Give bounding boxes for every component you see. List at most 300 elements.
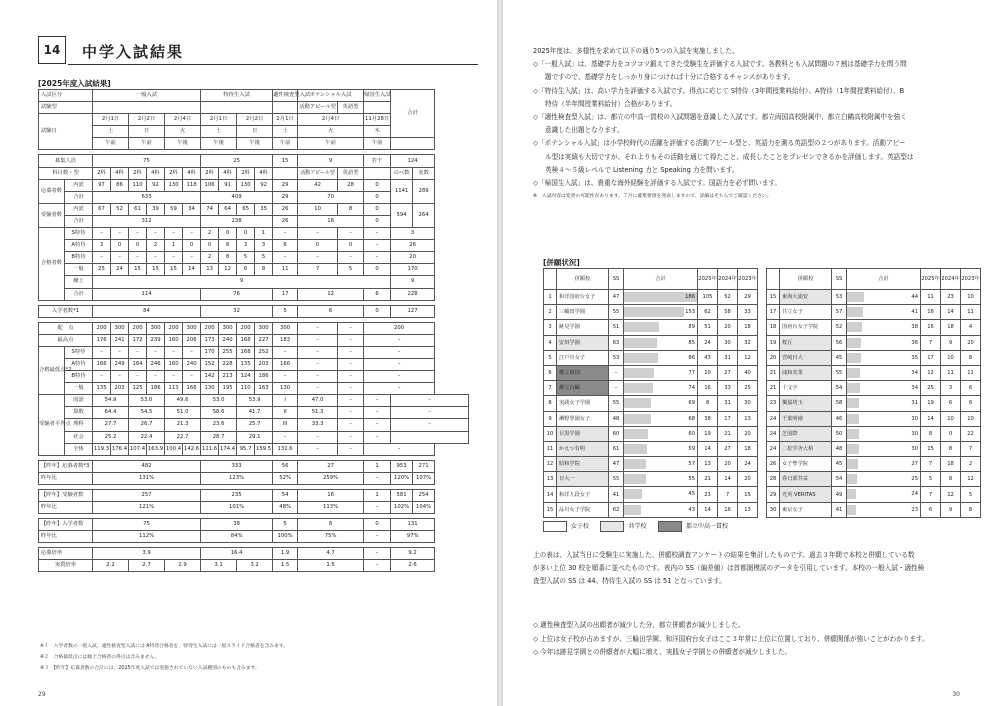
competition-school: 瀬野學園女子 — [557, 411, 609, 426]
competition-bar — [624, 489, 642, 499]
table-cell: 32 — [201, 305, 273, 317]
table-cell: 259% — [298, 472, 364, 484]
competition-total — [847, 365, 921, 380]
competition-y2024: 52 — [718, 290, 738, 305]
table-cell: 15 — [273, 155, 298, 167]
competition-row — [767, 502, 981, 517]
competition-table-left — [543, 268, 758, 518]
competition-ss: 47 — [609, 290, 624, 305]
competition-ss: 61 — [609, 441, 624, 456]
competition-y2025: 13 — [698, 457, 718, 472]
table-cell: – — [298, 334, 338, 346]
pass-up-row — [39, 276, 469, 288]
table-cell: 1 — [165, 240, 183, 252]
competition-rank: 6 — [544, 365, 557, 380]
competition-total-value: 24 — [911, 491, 918, 498]
competition-row — [767, 457, 981, 472]
competition-rank: 30 — [767, 502, 780, 517]
table-cell: 24 — [111, 264, 129, 276]
competition-rank: 11 — [544, 441, 557, 456]
competition-school: 目黒学園 — [557, 426, 609, 441]
table-cell: 【昨年】応募者数*3 — [39, 460, 93, 472]
table-cell: – — [93, 371, 111, 383]
table-cell: – — [338, 407, 364, 419]
competition-rank: 19 — [767, 335, 780, 350]
table-cell: 若干 — [364, 155, 391, 167]
competition-y2025: 8 — [921, 426, 941, 441]
table-cell: 240 — [219, 334, 237, 346]
table-cell: 183 — [273, 334, 298, 346]
table-cell: 受験者数 — [39, 203, 65, 227]
competition-y2025: 105 — [698, 290, 718, 305]
table-cell: – — [183, 252, 201, 264]
competition-bar — [624, 338, 657, 348]
table-cell: 110 — [129, 179, 147, 191]
competition-total-value: 35 — [911, 354, 918, 361]
intro-line: 特待（半年間授業料給付）合格があります。 — [545, 99, 677, 108]
table-cell — [364, 167, 391, 179]
table-cell: 252 — [255, 346, 273, 358]
competition-total — [847, 335, 921, 350]
table-cell: 0 — [364, 203, 391, 215]
table-cell: 応募倍率 — [39, 548, 93, 560]
competition-total-value: 186 — [685, 294, 695, 300]
table-cell: 118 — [183, 179, 201, 191]
table-cell: 203 — [255, 358, 273, 370]
competition-y2024: 9 — [941, 335, 961, 350]
table-cell: 29.1 — [237, 431, 273, 443]
competition-y2024: 8 — [941, 472, 961, 487]
competition-bar — [847, 353, 861, 363]
competition-school: 二松学舎大柏 — [780, 441, 832, 456]
table-cell: 0 — [364, 215, 391, 227]
intro-note: ※ 入試内容は変更の可能性があります。７月に募集要項を発表しますので、詳細はそちらでご確認ください。 — [533, 194, 772, 200]
avg-row — [39, 431, 469, 443]
table-cell: – — [183, 346, 201, 358]
table-cell: 53.0 — [129, 395, 165, 407]
summary-bullet: ◇ 適性検査型入試の出願者が減少した分、都立併願者が減少しました。 — [533, 621, 745, 629]
table-cell: 国語 — [65, 395, 93, 407]
competition-rank: 26 — [767, 457, 780, 472]
competition-bar — [847, 292, 864, 302]
competition-y2024: 14 — [941, 305, 961, 320]
competition-bar — [847, 307, 863, 317]
header-time-row — [39, 138, 469, 150]
competition-header-y2025: 2025年 — [698, 269, 718, 290]
table-cell: 6 — [364, 288, 391, 300]
summary-bullet: ◇ 上位は女子校が占めますが、三輪田学園、和洋国府台女子はここ３年常に上位に位置しており、併願関係が強いことがわかります。 — [533, 634, 929, 643]
competition-school: 宮崎日大 — [780, 350, 832, 365]
table-cell: 応募者数 — [39, 179, 65, 203]
table-cell: 1 — [364, 489, 391, 501]
table-cell: 84% — [201, 531, 273, 543]
table-cell: 121% — [93, 502, 201, 514]
competition-bar — [847, 505, 856, 515]
table-cell: 2月1日 — [201, 114, 237, 126]
table-cell: 0 — [364, 519, 391, 531]
table-cell: 4.7 — [298, 548, 364, 560]
table-cell: 【昨年】受験者数 — [39, 489, 93, 501]
table-cell: 午前 — [129, 138, 165, 150]
table-cell: – — [338, 228, 364, 240]
table-cell: 26 — [391, 240, 435, 252]
table-cell: – — [129, 346, 147, 358]
table-cell: 633 — [93, 191, 201, 203]
competition-y2024: 6 — [941, 396, 961, 411]
competition-header-row — [767, 269, 981, 290]
competition-ss: 55 — [609, 396, 624, 411]
table-cell: 3 — [93, 240, 111, 252]
competition-header-y2025: 2025年 — [921, 269, 941, 290]
competition-row — [544, 320, 758, 335]
competition-y2024: 33 — [718, 381, 738, 396]
table-cell: 333 — [201, 460, 273, 472]
results-table — [38, 89, 469, 572]
table-cell: 42 — [298, 179, 338, 191]
competition-total-value: 44 — [911, 294, 918, 300]
table-cell: 合計 — [65, 215, 93, 227]
competition-y2024: 58 — [718, 305, 738, 320]
table-cell: 92 — [147, 179, 165, 191]
table-cell: 17 — [273, 288, 298, 300]
table-cell: – — [147, 252, 165, 264]
competition-total — [847, 472, 921, 487]
table-cell: 11月28日 — [364, 114, 391, 126]
table-cell: 200 — [201, 322, 219, 334]
table-cell: 213 — [219, 371, 237, 383]
table-cell: 86 — [111, 179, 129, 191]
table-cell: 200 — [364, 322, 435, 334]
competition-rank: 23 — [767, 396, 780, 411]
table-cell: – — [364, 407, 391, 419]
table-cell: 実質倍率 — [39, 560, 93, 572]
competition-y2023: 24 — [738, 457, 758, 472]
competition-rank: 21 — [767, 365, 780, 380]
competition-rank: 10 — [544, 426, 557, 441]
table-cell: – — [364, 431, 391, 443]
table-cell: 昨年比 — [39, 502, 93, 514]
table-cell: 119.3 — [93, 443, 111, 455]
competition-total-value: 74 — [688, 385, 695, 392]
legend-girls: 女子校 — [571, 523, 590, 530]
page-number-right: 30 — [952, 691, 960, 698]
table-cell: 昨年比 — [39, 531, 93, 543]
competition-school: 都立白鷗 — [557, 381, 609, 396]
table-cell: II — [273, 407, 298, 419]
competition-y2023: 11 — [961, 365, 981, 380]
table-cell: 25.2 — [93, 431, 129, 443]
table-cell: 試験日 — [39, 114, 93, 150]
table-cell: 300 — [147, 322, 165, 334]
table-cell: – — [338, 334, 364, 346]
competition-ss: 57 — [832, 305, 847, 320]
competition-total-value: 36 — [911, 339, 918, 346]
table-cell: 5 — [338, 264, 364, 276]
table-cell: 47.0 — [298, 395, 338, 407]
table-cell: 22.4 — [129, 431, 165, 443]
table-cell: 3 — [237, 240, 255, 252]
competition-rank: 3 — [544, 320, 557, 335]
table-cell: 200 — [237, 322, 255, 334]
prev-row — [39, 548, 469, 560]
table-cell: 15 — [147, 264, 165, 276]
table-cell: 112% — [93, 531, 201, 543]
table-cell: 166 — [93, 358, 111, 370]
table-cell: 9 — [93, 276, 391, 288]
table-cell: 594 — [391, 203, 413, 227]
table-cell: – — [183, 228, 201, 240]
table-cell: 107% — [413, 472, 435, 484]
table-cell: 125 — [129, 383, 147, 395]
score-row — [39, 322, 469, 334]
table-cell: 3.2 — [237, 560, 273, 572]
table-cell: – — [93, 228, 111, 240]
table-cell: – — [93, 252, 111, 264]
table-cell: – — [338, 346, 364, 358]
competition-total — [624, 411, 698, 426]
table-cell: – — [391, 407, 469, 419]
competition-header-school: 併願校 — [557, 269, 609, 290]
competition-total — [624, 305, 698, 320]
table-cell: 2.6 — [391, 560, 435, 572]
table-cell: 特待生入試 — [201, 90, 273, 102]
competition-total — [624, 335, 698, 350]
table-cell: 130 — [201, 383, 219, 395]
table-cell: 953 — [391, 460, 413, 472]
table-cell: 228 — [391, 288, 435, 300]
competition-bar — [847, 338, 861, 348]
table-cell: – — [338, 419, 364, 431]
competition-y2025: 16 — [698, 381, 718, 396]
competition-rank: 28 — [767, 472, 780, 487]
table-cell: 0 — [201, 240, 219, 252]
competition-rank: 24 — [767, 426, 780, 441]
table-cell: 195 — [219, 383, 237, 395]
competition-total — [847, 290, 921, 305]
table-cell: – — [183, 371, 201, 383]
competition-y2024: 0 — [941, 426, 961, 441]
table-cell — [364, 102, 391, 114]
table-cell: 1.5 — [273, 560, 298, 572]
table-cell: – — [338, 252, 364, 264]
competition-y2024: 21 — [718, 426, 738, 441]
prev-row — [39, 502, 469, 514]
table-cell: 123% — [201, 472, 273, 484]
competition-row — [767, 320, 981, 335]
table-cell: 113% — [298, 502, 364, 514]
table-cell: 124 — [237, 371, 255, 383]
intro-line: 2025年度は、多様性を求めて以下の通り5つの入試を実施しました。 — [533, 47, 739, 55]
competition-y2025: 16 — [921, 320, 941, 335]
table-cell: – — [93, 346, 111, 358]
competition-total-value: 57 — [688, 461, 695, 468]
competition-rank: 15 — [767, 290, 780, 305]
table-cell: – — [129, 228, 147, 240]
table-cell: 午前 — [93, 138, 129, 150]
competition-total — [624, 472, 698, 487]
competition-total-value: 27 — [911, 461, 918, 468]
competition-rank: 13 — [544, 472, 557, 487]
table-cell: 2.7 — [129, 560, 165, 572]
competition-total-value: 30 — [911, 415, 918, 422]
competition-total-value: 34 — [911, 369, 918, 376]
table-cell: – — [111, 371, 129, 383]
competition-total-value: 60 — [688, 430, 695, 437]
table-cell: 土 — [273, 126, 298, 138]
competition-y2023: 4 — [961, 320, 981, 335]
table-cell: 0 — [237, 228, 255, 240]
real-ratio-row — [39, 560, 469, 572]
competition-row — [544, 305, 758, 320]
table-cell: 75 — [93, 155, 201, 167]
table-cell: 2月2日 — [129, 114, 165, 126]
table-cell: 21.3 — [165, 419, 201, 431]
competition-school: 国府台女子学院 — [780, 320, 832, 335]
table-cell: 29 — [273, 179, 298, 191]
competition-y2025: 23 — [698, 487, 718, 502]
competition-total-value: 55 — [688, 476, 695, 483]
competition-y2023: 13 — [738, 411, 758, 426]
intro-line: ◇「適性検査型入試」は、都立の中高一貫校の入試問題を意識した入試です。都立両国高校附属中、都立白鷗高校附属中を強く — [533, 113, 907, 122]
competition-total-value: 31 — [911, 400, 918, 407]
table-cell: 228 — [219, 358, 237, 370]
competition-bar — [847, 398, 859, 408]
table-cell: 0 — [183, 240, 201, 252]
table-cell: 日 — [237, 126, 273, 138]
table-cell: 6 — [298, 305, 364, 317]
table-cell: 142 — [201, 371, 219, 383]
competition-total-value: 89 — [688, 324, 695, 331]
table-cell: 257 — [93, 489, 201, 501]
table-cell: 3 — [255, 240, 273, 252]
min-row — [39, 358, 469, 370]
legend-co: 共学校 — [628, 523, 647, 530]
competition-rank: 8 — [544, 396, 557, 411]
table-cell: 15 — [165, 264, 183, 276]
competition-header-y2024: 2024年 — [718, 269, 738, 290]
table-cell: 176 — [93, 334, 111, 346]
competition-y2023: 6 — [961, 381, 981, 396]
table-cell: 58.6 — [201, 407, 237, 419]
table-cell: 20 — [391, 252, 435, 264]
table-cell: 238 — [201, 215, 273, 227]
table-cell: 240 — [183, 358, 201, 370]
competition-ss: 53 — [832, 290, 847, 305]
competition-ss: 53 — [609, 350, 624, 365]
summary-bullets — [533, 619, 983, 660]
prev-row — [39, 531, 469, 543]
competition-school: 都立両国 — [557, 365, 609, 380]
competition-row — [544, 350, 758, 365]
table-cell: – — [364, 548, 391, 560]
competition-header-total: 合計 — [847, 269, 921, 290]
competition-y2025: 21 — [698, 472, 718, 487]
table-cell: – — [338, 383, 364, 395]
table-cell: 113 — [165, 383, 183, 395]
competition-row — [544, 502, 758, 517]
legend — [543, 521, 728, 532]
table-cell: 7 — [298, 264, 338, 276]
table-cell: 26 — [273, 203, 298, 215]
table-cell: 39 — [147, 203, 165, 215]
table-cell: 8 — [338, 203, 364, 215]
table-cell: 186 — [255, 371, 273, 383]
competition-rank: 4 — [544, 335, 557, 350]
competition-ss: 48 — [832, 441, 847, 456]
competition-bar — [624, 383, 653, 393]
competition-total — [624, 487, 698, 502]
competition-rank: 21 — [767, 381, 780, 396]
intro-line: 意識した出題となります。 — [545, 126, 624, 135]
competition-y2025: 24 — [698, 335, 718, 350]
competition-total — [624, 381, 698, 396]
competition-row — [544, 335, 758, 350]
table-cell: – — [364, 371, 435, 383]
competition-ss: 50 — [832, 426, 847, 441]
section-header — [38, 36, 478, 66]
table-cell: 3.9 — [93, 548, 201, 560]
section-title: 中学入試結果 — [82, 43, 185, 61]
intro-line: 題ですので、基礎学力をしっかり身につければ十分に合格するチャンスがあります。 — [545, 73, 795, 82]
competition-y2023: 33 — [738, 305, 758, 320]
table-cell: – — [364, 395, 391, 407]
competition-total — [847, 396, 921, 411]
table-cell: 120% — [391, 472, 413, 484]
table-cell: 300 — [111, 322, 129, 334]
competition-ss: 54 — [832, 472, 847, 487]
competition-y2023: 10 — [961, 411, 981, 426]
table-cell: 9 — [298, 155, 364, 167]
table-cell: S特待 — [65, 228, 93, 240]
table-cell — [93, 102, 201, 114]
competition-y2025: 19 — [698, 426, 718, 441]
competition-total — [624, 441, 698, 456]
table-cell: 14 — [183, 264, 201, 276]
competition-y2023: 18 — [738, 441, 758, 456]
competition-total — [624, 396, 698, 411]
competition-y2025: 14 — [698, 502, 718, 517]
table-cell: 239 — [147, 334, 165, 346]
table-cell: 164 — [129, 358, 147, 370]
table-cell: 16.4 — [201, 548, 273, 560]
table-cell: 91 — [219, 179, 237, 191]
competition-school: 春日部共栄 — [780, 472, 832, 487]
competition-left-body — [544, 269, 758, 518]
table-cell: 33.3 — [298, 419, 338, 431]
table-cell: 41.7 — [237, 407, 273, 419]
table-cell: 75 — [93, 519, 201, 531]
table-cell: B特待 — [65, 252, 93, 264]
competition-y2023: 8 — [961, 350, 981, 365]
competition-y2024: 9 — [941, 502, 961, 517]
table-cell: 300 — [255, 322, 273, 334]
competition-ss: 55 — [832, 365, 847, 380]
table-cell: 合計 — [65, 288, 93, 300]
table-cell: – — [273, 252, 298, 264]
competition-y2024: 30 — [718, 335, 738, 350]
table-cell: – — [273, 228, 298, 240]
avg-row — [39, 395, 469, 407]
table-cell: – — [364, 443, 435, 455]
table-cell: 52% — [273, 472, 298, 484]
table-cell: – — [364, 531, 391, 543]
table-cell: 6 — [273, 240, 298, 252]
table-cell: – — [165, 228, 183, 240]
table-cell: 午前 — [273, 138, 298, 150]
table-cell: 活動アピール型 — [298, 102, 338, 114]
table-cell: 科目数・型 — [39, 167, 93, 179]
table-cell: 12 — [219, 264, 237, 276]
